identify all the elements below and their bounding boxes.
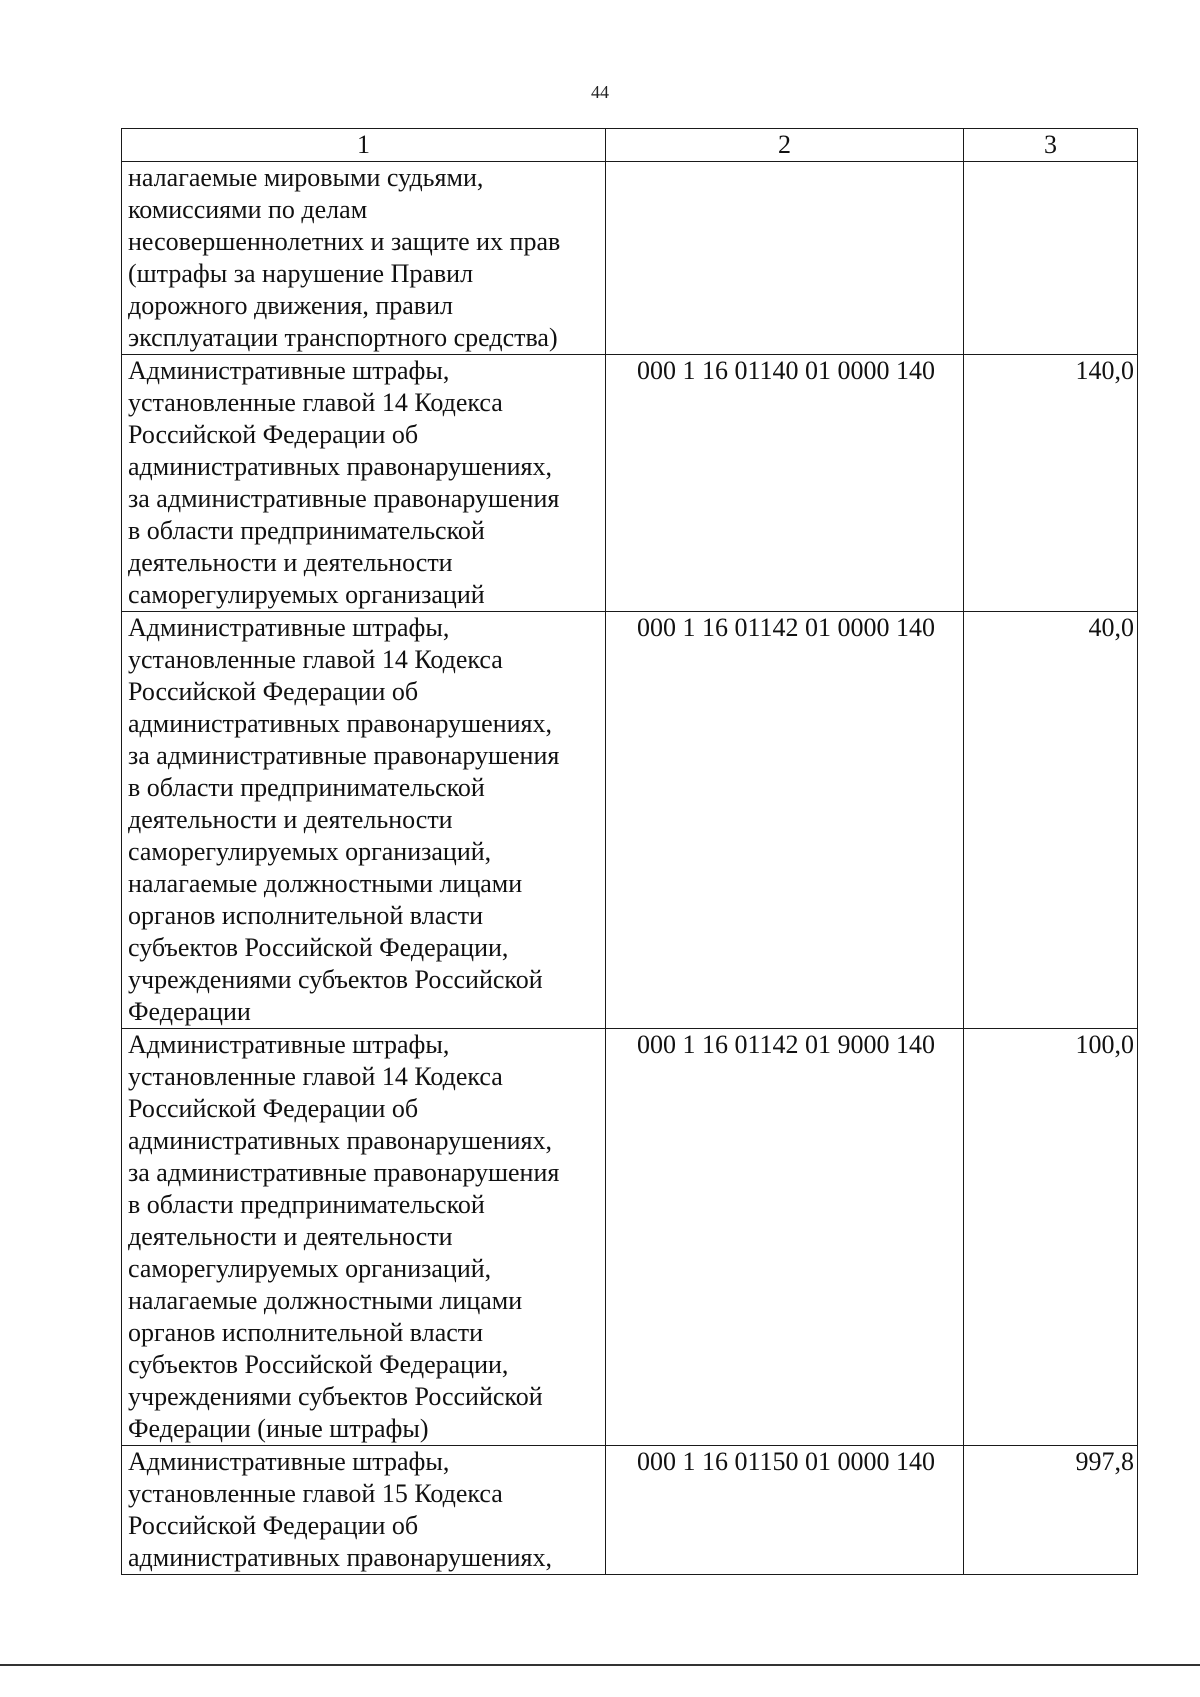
table-row (122, 355, 1138, 612)
column-header-3: 3 (964, 129, 1138, 162)
row-description: Административные штрафы, установленные главой 14 Кодекса Российской Федерации об административных правонарушениях, за административные правонарушения в области предпринимательской деятельности и деятельности саморегулируемых организаций, налагаемые должностными лицами органов исполнительной власти субъектов Российской Федерации, учреждениями субъектов Российской Федерации (122, 612, 606, 1029)
row-description: Административные штрафы, установленные главой 14 Кодекса Российской Федерации об административных правонарушениях, за административные правонарушения в области предпринимательской деятельности и деятельности саморегулируемых организаций (122, 355, 606, 612)
row-budget-code: 000 1 16 01150 01 0000 140 (606, 1446, 964, 1575)
table-row (122, 612, 1138, 1029)
budget-revenue-table (121, 128, 1138, 1575)
row-budget-code: 000 1 16 01140 01 0000 140 (606, 355, 964, 612)
table-row (122, 1029, 1138, 1446)
row-amount (964, 162, 1138, 355)
table-header-row (122, 129, 1138, 162)
table-row (122, 162, 1138, 355)
row-description: налагаемые мировыми судьями, комиссиями по делам несовершеннолетних и защите их прав (штрафы за нарушение Правил дорожного движения, правил эксплуатации транспортного средства) (122, 162, 606, 355)
page-bottom-rule (0, 1664, 1200, 1666)
column-header-1: 1 (122, 129, 606, 162)
row-amount: 997,8 (964, 1446, 1138, 1575)
row-budget-code (606, 162, 964, 355)
row-amount: 100,0 (964, 1029, 1138, 1446)
column-header-2: 2 (606, 129, 964, 162)
row-description: Административные штрафы, установленные главой 15 Кодекса Российской Федерации об административных правонарушениях, (122, 1446, 606, 1575)
row-amount: 40,0 (964, 612, 1138, 1029)
page-number: 44 (591, 82, 609, 102)
row-description: Административные штрафы, установленные главой 14 Кодекса Российской Федерации об административных правонарушениях, за административные правонарушения в области предпринимательской деятельности и деятельности саморегулируемых организаций, налагаемые должностными лицами органов исполнительной власти субъектов Российской Федерации, учреждениями субъектов Российской Федерации (иные штрафы) (122, 1029, 606, 1446)
row-budget-code: 000 1 16 01142 01 9000 140 (606, 1029, 964, 1446)
row-budget-code: 000 1 16 01142 01 0000 140 (606, 612, 964, 1029)
row-amount: 140,0 (964, 355, 1138, 612)
table-row (122, 1446, 1138, 1575)
